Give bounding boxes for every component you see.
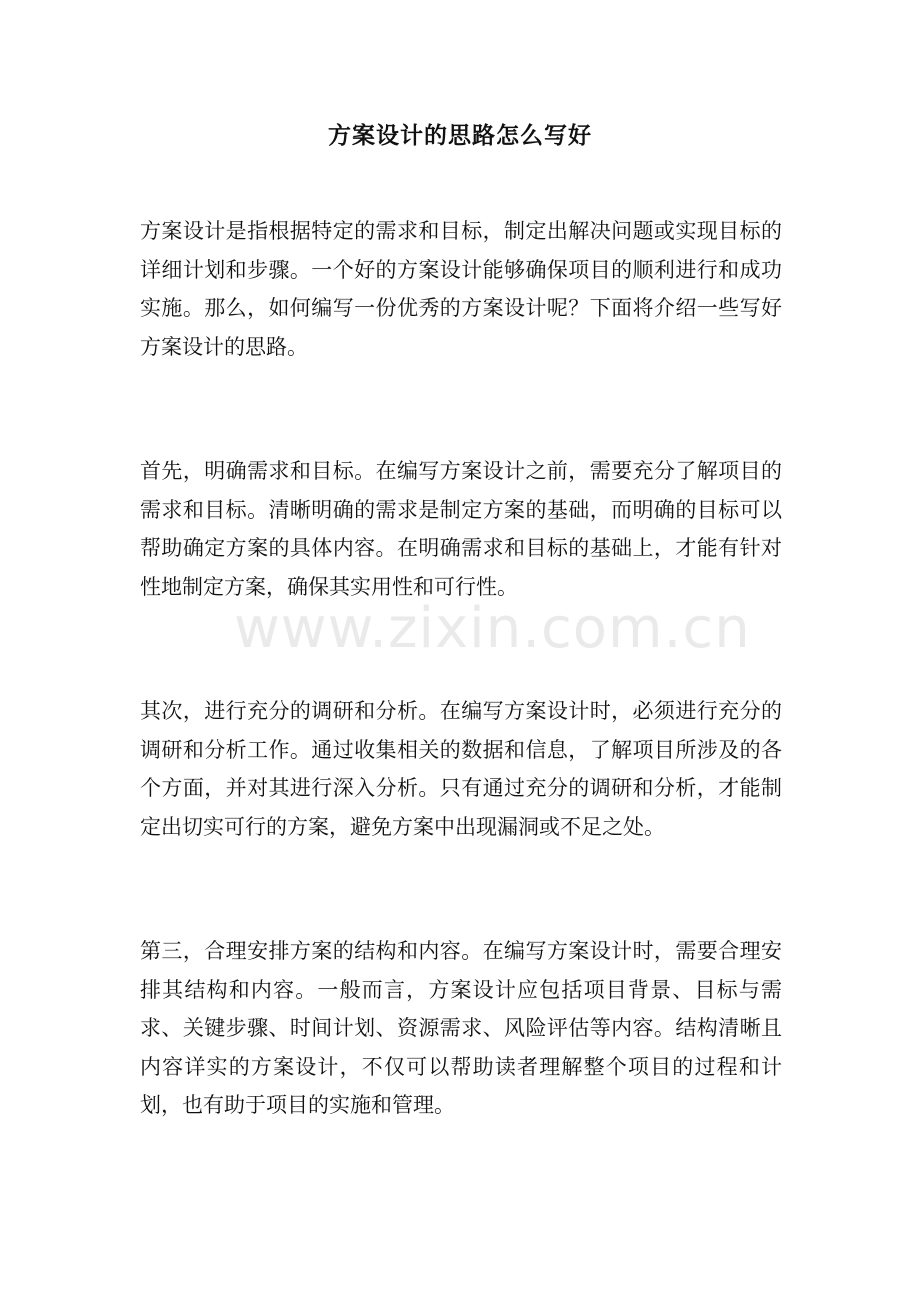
paragraph-intro: 方案设计是指根据特定的需求和目标，制定出解决问题或实现目标的详细计划和步骤。一个好的方案设计能够确保项目的顺利进行和成功实施。那么，如何编写一份优秀的方案设计呢？下面将介绍一些写好方案设计的思路。 [140, 219, 782, 359]
watermark: www.zixin.com.cn [234, 596, 751, 661]
document-title: 方案设计的思路怎么写好 [328, 122, 592, 149]
paragraph-second: 其次，进行充分的调研和分析。在编写方案设计时，必须进行充分的调研和分析工作。通过收集相关的数据和信息，了解项目所涉及的各个方面，并对其进行深入分析。只有通过充分的调研和分析，才能制定出切实可行的方案，避免方案中出现漏洞或不足之处。 [140, 699, 782, 839]
paragraph-third: 第三，合理安排方案的结构和内容。在编写方案设计时，需要合理安排其结构和内容。一般而言，方案设计应包括项目背景、目标与需求、关键步骤、时间计划、资源需求、风险评估等内容。结构清晰且内容详实的方案设计，不仅可以帮助读者理解整个项目的过程和计划，也有助于项目的实施和管理。 [140, 939, 782, 1117]
paragraph-first: 首先，明确需求和目标。在编写方案设计之前，需要充分了解项目的需求和目标。清晰明确的需求是制定方案的基础，而明确的目标可以帮助确定方案的具体内容。在明确需求和目标的基础上，才能有针对性地制定方案，确保其实用性和可行性。 [140, 459, 782, 599]
